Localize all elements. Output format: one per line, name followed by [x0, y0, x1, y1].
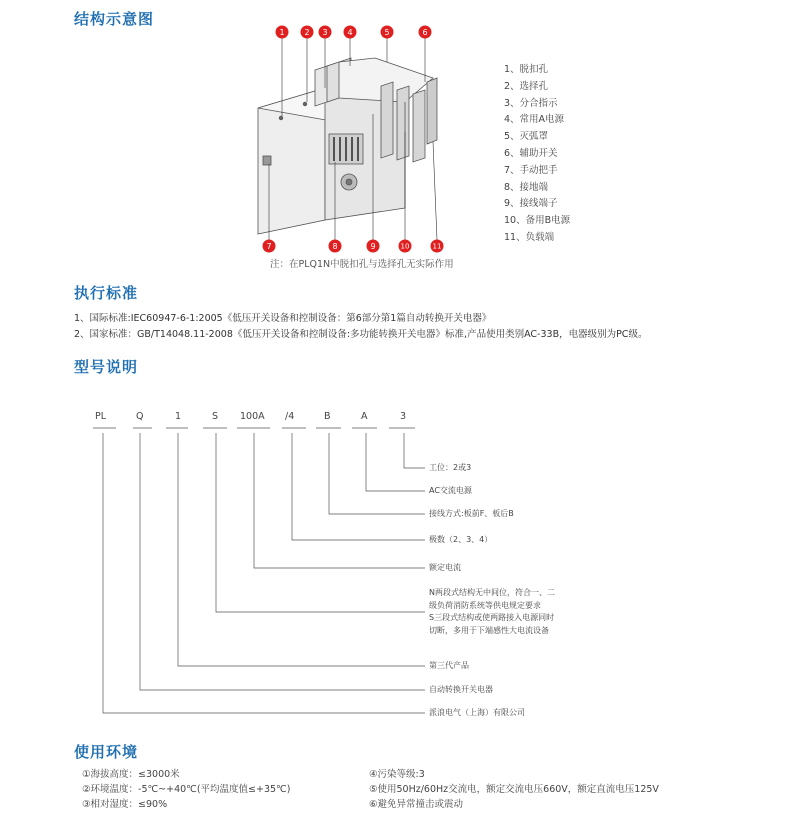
- model-code-a: A: [361, 411, 368, 422]
- model-code-poles: /4: [285, 411, 295, 422]
- section-title-environment: 使用环境: [74, 743, 139, 761]
- env-power: ⑤使用50Hz/60Hz交流电，额定交流电压660V，额定直流电压125V: [369, 784, 659, 795]
- section-title-standards: 执行标准: [74, 284, 139, 302]
- env-pollution: ④污染等级:3: [369, 769, 425, 780]
- desc-wiring: 接线方式:板前F、板后B: [429, 509, 514, 518]
- model-code-pl: PL: [95, 411, 107, 422]
- env-altitude: ①海拔高度：≤3000米: [82, 769, 180, 780]
- env-humidity: ③相对湿度：≤90%: [82, 799, 168, 810]
- desc-positions: 工位：2或3: [429, 463, 472, 472]
- svg-text:5: 5: [384, 28, 390, 37]
- svg-text:1: 1: [279, 28, 285, 37]
- desc-company: 派浪电气（上海）有限公司: [429, 708, 525, 717]
- desc-product: 自动转换开关电器: [429, 685, 493, 694]
- svg-text:7: 7: [266, 242, 272, 251]
- model-code-q: Q: [136, 411, 144, 422]
- desc-ac-power: AC交流电源: [429, 486, 472, 495]
- svg-text:8: 8: [332, 242, 338, 251]
- standard-international: 1、国际标准:IEC60947-6-1:2005《低压开关设备和控制设备：第6部分第1篇自动转换开关电器》: [74, 313, 492, 324]
- legend-item: 2、选择孔: [504, 80, 549, 92]
- model-code-b: B: [324, 411, 331, 422]
- legend-item: 3、分合指示: [504, 97, 558, 109]
- model-code-current: 100A: [240, 411, 265, 422]
- legend-item: 9、接线端子: [504, 198, 558, 210]
- desc-poles: 极数（2、3、4）: [429, 535, 493, 544]
- desc-structure-type: N两段式结构无中间位，符合一、二 级负荷消防系统等供电规定要求 S三段式结构或使两路接入电源同时 切断，多用于下端感性大电流设备: [429, 588, 555, 635]
- desc-rated-current: 额定电流: [429, 563, 461, 572]
- legend-item: 4、常用A电源: [504, 114, 565, 126]
- standard-national: 2、国家标准：GB/T14048.11-2008《低压开关设备和控制设备:多功能转换开关电器》标准,产品使用类别AC-33B，电器级别为PC级。: [74, 329, 648, 340]
- svg-text:6: 6: [422, 28, 428, 37]
- env-impact: ⑥避免异常撞击或震动: [369, 799, 464, 810]
- legend-item: 1、脱扣孔: [504, 64, 549, 75]
- diagram-note: 注：在PLQ1N中脱扣孔与选择孔无实际作用: [270, 259, 454, 270]
- desc-generation: 第三代产品: [429, 661, 469, 670]
- legend-item: 5、灭弧罩: [504, 131, 549, 143]
- legend-item: 6、辅助开关: [504, 147, 558, 159]
- model-code-s: S: [212, 411, 219, 422]
- legend-item: 10、备用B电源: [504, 215, 571, 227]
- svg-text:9: 9: [370, 242, 376, 251]
- section-title-model: 型号说明: [74, 358, 139, 376]
- section-title-structure: 结构示意图: [74, 10, 155, 28]
- model-code-3: 3: [400, 411, 407, 422]
- legend-item: 7、手动把手: [504, 164, 558, 176]
- legend-item: 8、接地端: [504, 181, 549, 193]
- model-code-1: 1: [175, 411, 182, 422]
- svg-text:11: 11: [432, 242, 442, 251]
- legend-item: 11、负载端: [504, 231, 555, 243]
- svg-text:4: 4: [347, 28, 353, 37]
- svg-text:10: 10: [400, 242, 410, 251]
- svg-text:2: 2: [304, 28, 310, 37]
- env-temperature: ②环境温度：-5℃~+40℃(平均温度值≤+35℃): [82, 784, 291, 795]
- svg-text:3: 3: [322, 28, 328, 37]
